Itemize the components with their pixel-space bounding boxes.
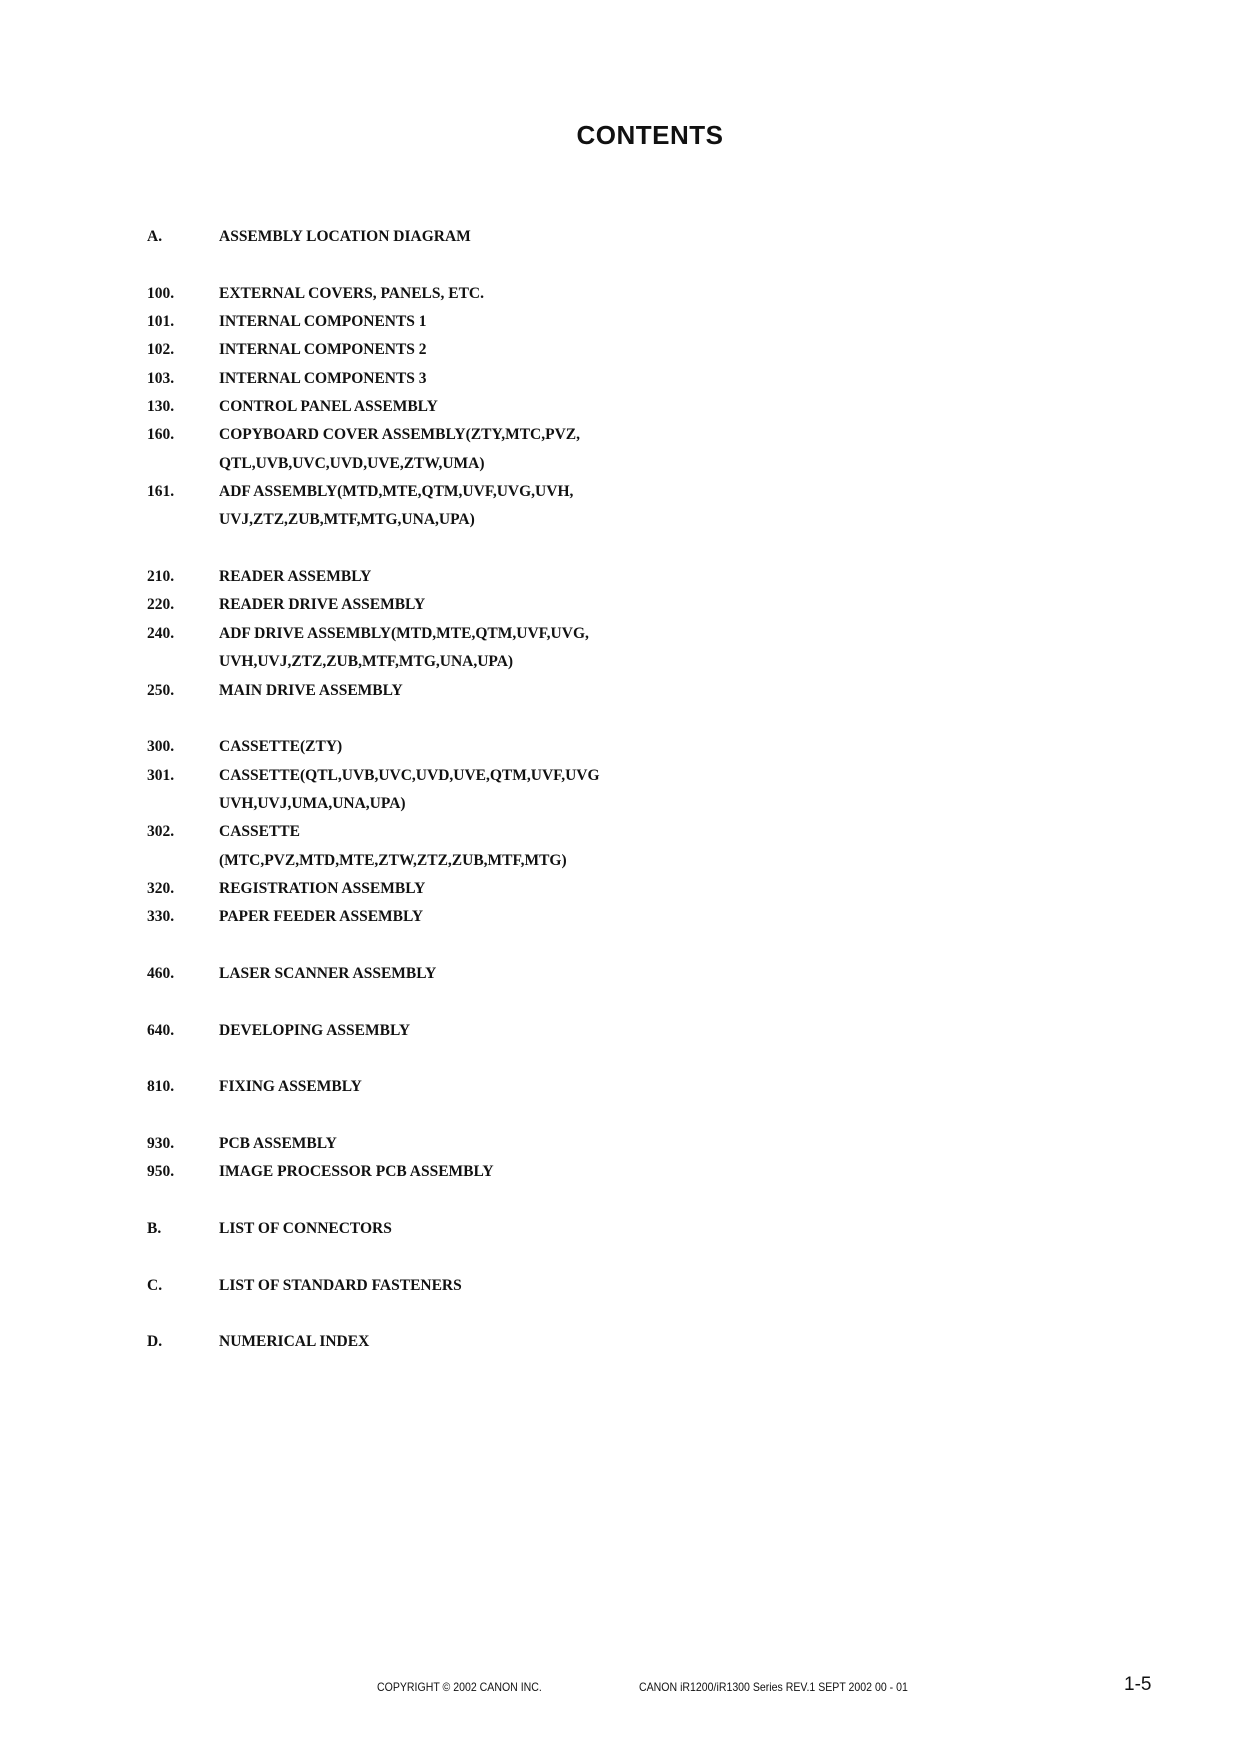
toc-entry[interactable] — [147, 393, 1047, 421]
toc-entry-number: 930. — [147, 1135, 175, 1152]
toc-entry-number: 101. — [147, 313, 175, 331]
toc-entry-title: INTERNAL COMPONENTS 3 — [219, 369, 427, 387]
toc-entry-number: 320. — [147, 879, 175, 897]
toc-entry-number: 640. — [147, 1021, 175, 1039]
toc-entry[interactable] — [147, 818, 1047, 846]
toc-entry[interactable] — [147, 421, 1047, 449]
toc-entry-number — [147, 847, 219, 875]
toc-entry[interactable] — [147, 1215, 1047, 1243]
toc-entry[interactable] — [147, 563, 1047, 591]
toc-entry[interactable] — [147, 478, 1047, 506]
toc-entry-number: C. — [147, 1276, 163, 1294]
toc-entry-number: 220. — [147, 596, 175, 614]
toc-entry[interactable] — [147, 960, 1047, 988]
toc-entry[interactable] — [147, 450, 1047, 478]
page-title: CONTENTS — [576, 120, 724, 150]
toc-spacer — [147, 988, 1047, 1016]
toc-entry[interactable] — [147, 1073, 1047, 1101]
toc-entry-title: IMAGE PROCESSOR PCB ASSEMBLY — [219, 1163, 494, 1181]
toc-entry[interactable] — [147, 591, 1047, 619]
toc-spacer — [147, 1300, 1047, 1328]
toc-entry-title: PAPER FEEDER ASSEMBLY — [219, 908, 424, 926]
toc-entry[interactable] — [147, 1272, 1047, 1300]
toc-spacer — [147, 932, 1047, 960]
toc-entry-number: 302. — [147, 823, 175, 841]
toc-entry[interactable] — [147, 733, 1047, 761]
toc-entry-title: READER DRIVE ASSEMBLY — [219, 596, 426, 614]
toc-entry-title: LIST OF CONNECTORS — [219, 1220, 392, 1238]
toc-entry-title: ASSEMBLY LOCATION DIAGRAM — [219, 228, 471, 245]
toc-entry-title: ADF DRIVE ASSEMBLY(MTD,MTE,QTM,UVF,UVG, — [219, 624, 589, 642]
toc-entry-number: 950. — [147, 1163, 175, 1181]
toc-entry[interactable] — [147, 847, 1047, 875]
toc-entry[interactable] — [147, 762, 1047, 790]
toc-spacer — [147, 1187, 1047, 1215]
toc-entry[interactable] — [147, 1017, 1047, 1045]
toc-entry[interactable] — [147, 677, 1047, 705]
toc-entry-title: READER ASSEMBLY — [219, 568, 372, 586]
toc-entry-number: 130. — [147, 398, 175, 416]
toc-entry-title: (MTC,PVZ,MTD,MTE,ZTW,ZTZ,ZUB,MTF,MTG) — [219, 851, 567, 869]
toc-entry-number: 102. — [147, 341, 175, 359]
toc-entry-title: UVJ,ZTZ,ZUB,MTF,MTG,UNA,UPA) — [219, 511, 475, 529]
toc-entry-number: 250. — [147, 681, 175, 699]
toc-entry-title: COPYBOARD COVER ASSEMBLY(ZTY,MTC,PVZ, — [219, 426, 581, 444]
toc-entry-number: 160. — [147, 426, 175, 444]
toc-entry[interactable] — [147, 1130, 1047, 1158]
toc-entry[interactable] — [147, 875, 1047, 903]
toc-entry[interactable] — [147, 620, 1047, 648]
toc-entry-title: CONTROL PANEL ASSEMBLY — [219, 398, 438, 416]
toc-entry-title: MAIN DRIVE ASSEMBLY — [219, 681, 403, 699]
toc-entry-title: REGISTRATION ASSEMBLY — [219, 879, 426, 897]
toc-entry[interactable] — [147, 1328, 1047, 1356]
toc-entry-number — [147, 450, 219, 478]
toc-entry-title: CASSETTE — [219, 823, 300, 841]
footer-document-info: CANON iR1200/iR1300 Series REV.1 SEPT 2002 00 - 01 — [639, 1680, 908, 1694]
toc-entry[interactable] — [147, 223, 1047, 251]
toc-entry[interactable] — [147, 308, 1047, 336]
toc-entry-number: 210. — [147, 568, 175, 586]
toc-entry-number: 301. — [147, 766, 175, 784]
toc-entry[interactable] — [147, 903, 1047, 931]
toc-entry-number: 240. — [147, 624, 175, 642]
toc-entry-number: 810. — [147, 1078, 175, 1096]
toc-entry[interactable] — [147, 506, 1047, 534]
toc-entry-title: UVH,UVJ,ZTZ,ZUB,MTF,MTG,UNA,UPA) — [219, 653, 514, 671]
toc-entry[interactable] — [147, 365, 1047, 393]
table-of-contents — [147, 223, 1047, 1357]
toc-entry-number: D. — [147, 1333, 163, 1351]
toc-spacer — [147, 1045, 1047, 1073]
toc-entry-number: 161. — [147, 483, 175, 501]
toc-entry-number — [147, 648, 219, 676]
toc-entry-title: LIST OF STANDARD FASTENERS — [219, 1276, 462, 1294]
toc-entry[interactable] — [147, 648, 1047, 676]
toc-entry-title: FIXING ASSEMBLY — [219, 1078, 362, 1096]
toc-spacer — [147, 251, 1047, 279]
toc-spacer — [147, 1102, 1047, 1130]
toc-entry-number: 460. — [147, 964, 175, 982]
toc-entry-title: QTL,UVB,UVC,UVD,UVE,ZTW,UMA) — [219, 454, 485, 472]
toc-entry-title: NUMERICAL INDEX — [219, 1333, 370, 1351]
toc-entry-title: EXTERNAL COVERS, PANELS, ETC. — [219, 284, 484, 302]
toc-spacer — [147, 705, 1047, 733]
toc-entry-number — [147, 506, 219, 534]
page-number: 1-5 — [1124, 1674, 1152, 1695]
toc-spacer — [147, 535, 1047, 563]
toc-entry-number: 100. — [147, 284, 175, 302]
toc-entry-number: 330. — [147, 908, 175, 926]
toc-spacer — [147, 1243, 1047, 1271]
toc-entry-title: UVH,UVJ,UMA,UNA,UPA) — [219, 794, 406, 812]
toc-entry-number: 103. — [147, 369, 175, 387]
toc-entry-number: A. — [147, 228, 163, 245]
toc-entry-number: 300. — [147, 738, 175, 756]
toc-entry-title: CASSETTE(ZTY) — [219, 738, 343, 756]
toc-entry-title: CASSETTE(QTL,UVB,UVC,UVD,UVE,QTM,UVF,UVG — [219, 766, 600, 784]
toc-entry-number — [147, 790, 219, 818]
toc-entry-title: INTERNAL COMPONENTS 2 — [219, 341, 427, 359]
toc-entry-title: LASER SCANNER ASSEMBLY — [219, 964, 437, 982]
toc-entry-title: DEVELOPING ASSEMBLY — [219, 1021, 411, 1039]
toc-entry-title: ADF ASSEMBLY(MTD,MTE,QTM,UVF,UVG,UVH, — [219, 483, 574, 501]
footer-copyright: COPYRIGHT © 2002 CANON INC. — [377, 1680, 542, 1694]
toc-entry-title: INTERNAL COMPONENTS 1 — [219, 313, 427, 331]
toc-entry[interactable] — [147, 336, 1047, 364]
toc-entry[interactable] — [147, 280, 1047, 308]
toc-entry-number: B. — [147, 1220, 162, 1238]
toc-entry[interactable] — [147, 790, 1047, 818]
toc-entry-title: PCB ASSEMBLY — [219, 1135, 337, 1152]
toc-entry[interactable] — [147, 1158, 1047, 1186]
